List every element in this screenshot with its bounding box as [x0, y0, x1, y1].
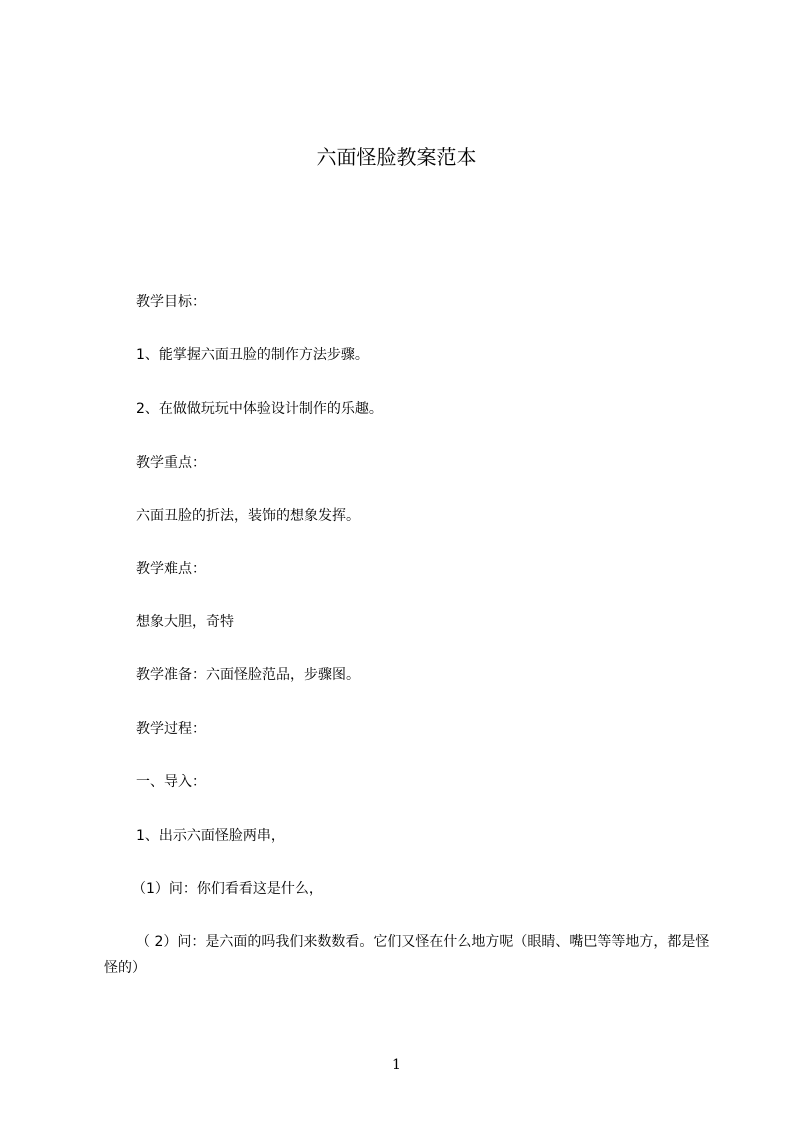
paragraph-step-1: 1、出示六面怪脸两串， [136, 828, 285, 844]
paragraph-key-points: 六面丑脸的折法，装饰的想象发挥。 [136, 508, 360, 524]
paragraph-difficulties-heading: 教学难点： [136, 561, 206, 577]
paragraph-teaching-goals-heading: 教学目标： [136, 294, 206, 310]
paragraph-question-2: （ 2）问：是六面的吗我们来数数看。它们又怪在什么地方呢（眼睛、嘴巴等等地方，都是怪怪的） [104, 934, 710, 976]
paragraph-key-points-heading: 教学重点： [136, 455, 206, 471]
paragraph-section-intro: 一、导入： [136, 774, 206, 790]
paragraph-goal-1: 1、能掌握六面丑脸的制作方法步骤。 [136, 347, 369, 363]
page-number: 1 [392, 1057, 401, 1073]
paragraph-question-1: （1）问：你们看看这是什么， [132, 881, 323, 897]
document-title: 六面怪脸教案范本 [316, 145, 477, 169]
paragraph-preparation: 教学准备：六面怪脸范品，步骤图。 [136, 667, 360, 683]
paragraph-goal-2: 2、在做做玩玩中体验设计制作的乐趣。 [136, 401, 383, 417]
paragraph-process-heading: 教学过程： [136, 721, 206, 737]
paragraph-difficulties: 想象大胆，奇特 [136, 614, 234, 630]
